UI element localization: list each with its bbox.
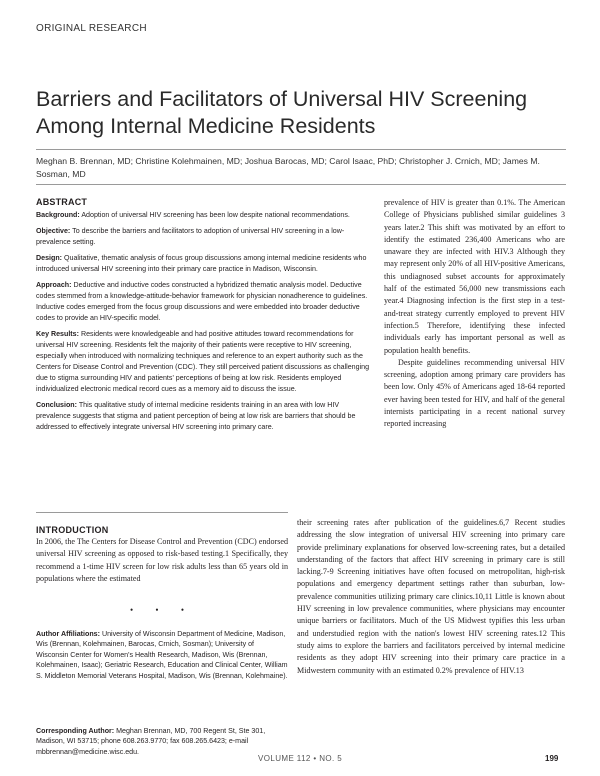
abstract-results-label: Key Results:	[36, 330, 79, 338]
section-separator: • • •	[130, 605, 194, 615]
page-number: 199	[545, 754, 559, 763]
abstract-results	[36, 329, 374, 395]
corresponding-author	[36, 726, 288, 757]
middle-column-body: their screening rates after publication of the guidelines.6,7 Recent studies addressing the slow integration of universal HIV screening into primary care provide preliminary explanations for observed low-screening rates, but a detailed understanding of the factors that affect HIV screening in primary care is still lacking.7-9 Screening initiatives have often focused on metropolitan, high-risk populations and emergency department settings rather than suburban, low-prevalence communities utilizing primary care clinics.10,11 Little is known about HIV screening in low prevalence communities, where physicians may encounter unique barriers or facilitators. Much of the US Midwest typifies this less urban and understudied region with the nation's lowest HIV screening rates.12 This study aims to explore the barriers and facilitators perceived by internal medicine residents as they adopt HIV screening into their primary care practice in a Midwestern community with an estimated 0.2% prevalence of HIV.13	[297, 518, 565, 675]
affiliations-text: University of Wisconsin Department of Medicine, Madison, Wis (Brennan, Kolehmainen, Barocas, Crnich, Sosman); University of Wisconsin Center for Women's Health Research, Madison, Wis (Brennan, Kolehmainen, Isaac); Geriatric Research, Education and Clinical Center, William S. Middleton Memorial Veterans Hospital, Madison, Wis (Brennan, Kolehmaine).	[36, 630, 288, 680]
abstract-background-label: Background:	[36, 211, 80, 219]
abstract-approach-text: Deductive and inductive codes constructed a hybridized thematic analysis model. Deductive codes stemmed from a knowledge-attitude-behavior framework for physician nonadherence to guidelines. Inductive codes emerged from the focus group discussions and were embedded into broader deductive codes to provide an HIV-specific model.	[36, 281, 368, 322]
author-list: Meghan B. Brennan, MD; Christine Kolehmainen, MD; Joshua Barocas, MD; Carol Isaac, PhD; Christopher J. Crnich, MD; James M. Sosman, MD	[36, 156, 540, 179]
abstract-conclusion-label: Conclusion:	[36, 401, 77, 409]
abstract-approach	[36, 280, 374, 324]
right-column-paragraph-2: Despite guidelines recommending universal HIV screening, adoption among primary care providers has been low. Only 45% of Americans aged 18-64 reported ever having been tested for HIV, and half of the general internists participating in a recent national survey reported increasing	[384, 357, 565, 429]
abstract-design-text: Qualitative, thematic analysis of focus group discussions among internal medicine residents who introduced universal HIV screening into their primary care practice in Madison, Wisconsin.	[36, 254, 367, 273]
section-label: ORIGINAL RESEARCH	[36, 23, 147, 34]
abstract-conclusion	[36, 400, 374, 433]
abstract-design-label: Design:	[36, 254, 63, 262]
abstract-objective-label: Objective:	[36, 227, 71, 235]
abstract	[36, 197, 374, 438]
corresponding-label: Corresponding Author:	[36, 727, 115, 735]
affiliations-label: Author Affiliations:	[36, 630, 100, 638]
abstract-heading: ABSTRACT	[36, 197, 88, 207]
authors-divider	[36, 184, 566, 185]
abstract-objective-text: To describe the barriers and facilitators to adoption of universal HIV screening in a low-prevalence setting.	[36, 227, 345, 246]
right-column-body	[384, 197, 565, 431]
author-affiliations	[36, 629, 288, 681]
article-title: Barriers and Facilitators of Universal HIV Screening Among Internal Medicine Residents	[36, 87, 528, 138]
abstract-design	[36, 253, 374, 275]
corresponding-text: Meghan Brennan, MD, 700 Regent St, Ste 301, Madison, WI 53715; phone 608.263.9770; fax 608.265.6423; e-mail mbbrennan@medicine.wisc.edu.	[36, 727, 266, 756]
abstract-conclusion-text: This qualitative study of internal medicine residents training in an area with low HIV prevalence suggests that stigma and patient perception of being at low risk are barriers that should be addressed to effectively integrate universal HIV screening into primary care.	[36, 401, 356, 431]
abstract-background	[36, 210, 374, 221]
abstract-objective	[36, 226, 374, 248]
title-divider	[36, 149, 566, 150]
introduction-text: In 2006, the The Centers for Disease Control and Prevention (CDC) endorsed universal HIV screening as opposed to risk-based testing.1 Specifically, they recommend a 1-time HIV screen for low risk adults less than 65 years old in populations where the estimated	[36, 537, 288, 583]
right-column-paragraph-1: prevalence of HIV is greater than 0.1%. The American College of Physicians published similar guidelines 3 years later.2 This shift was motivated by an effort to identify the estimated 236,400 Americans who are unaware they are infected with HIV.3 Although they may represent only 20% of all HIV-positive Americans, this undiagnosed subset accounts for approximately half of the estimated 56,000 new transmissions each year.4 Diagnosing infection is the first step in a test-and-treat strategy currently employed to prevent HIV infection.5 Therefore, identifying these infected individuals early has important personal as well as population health benefits.	[384, 198, 565, 355]
abstract-results-text: Residents were knowledgeable and had positive attitudes toward recommendations for universal HIV screening. Residents felt the majority of their patients were receptive to HIV screening, especially when introduced with normalizing techniques and reference to an expert authority such as the Centers for Disease Control and Prevention (CDC). They still perceived patient discussions as challenging due to stigma surrounding HIV and patients' perceptions of being at low risk. Residents employed individualized electronic medical record cues as a memory aid to discuss the issue.	[36, 330, 370, 393]
abstract-bottom-divider	[36, 512, 288, 513]
abstract-approach-label: Approach:	[36, 281, 72, 289]
footer-volume: VOLUME 112 • NO. 5	[258, 754, 343, 763]
introduction-heading: INTRODUCTION	[36, 525, 109, 535]
abstract-background-text: Adoption of universal HIV screening has been low despite national recommendations.	[79, 211, 350, 219]
